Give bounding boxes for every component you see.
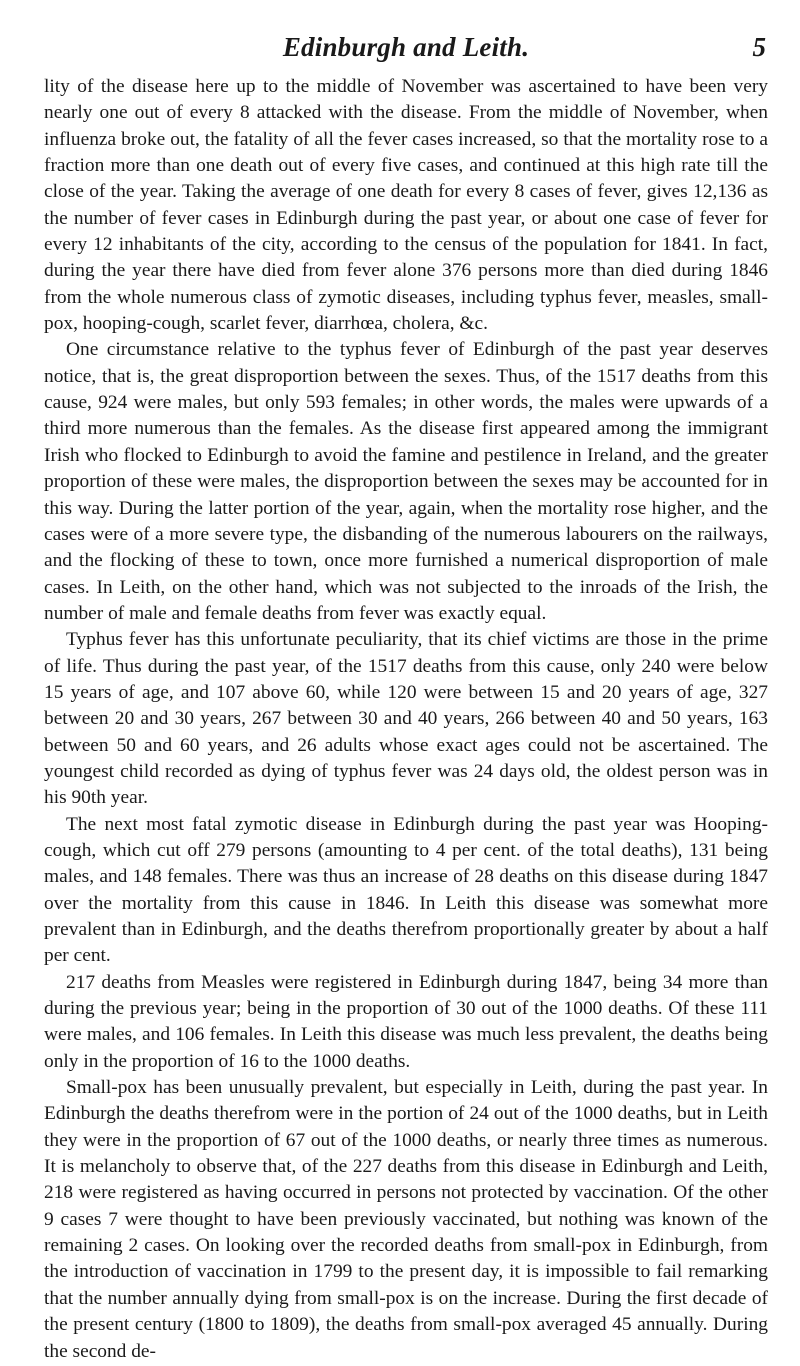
body-text [44, 74, 768, 1365]
running-title: Edinburgh and Leith. [282, 32, 530, 62]
paragraph-sex-disproportion: One circumstance relative to the typhus fever of Edinburgh of the past year deserves notice, that is, the great disproportion between the sexes. Thus, of the 1517 deaths from this cause, 924 were males, but only 593 females; in other words, the males were upwards of a third more numerous than the females. As the disease first appeared among the immigrant Irish who flocked to Edinburgh to avoid the famine and pestilence in Ireland, and the greater proportion of these were males, the disproportion between the sexes may be accounted for in this way. During the latter portion of the year, again, when the mortality rose higher, and the cases were of a more severe type, the disbanding of the numerous labourers on the railways, and the flocking of these to town, once more furnished a numerical disproportion of male cases. In Leith, on the other hand, which was not subjected to the inroads of the Irish, the number of male and female deaths from fever was exactly equal. [44, 339, 768, 624]
paragraph-continued: lity of the disease here up to the middle of November was ascertained to have been very nearly one out of every 8 attacked with the disease. From the middle of November, when influenza broke out, the fatality of all the fever cases increased, so that the mortality rose to a fraction more than one death out of every five cases, and continued at this high rate till the close of the year. Taking the average of one death for every 8 cases of fever, gives 12,136 as the number of fever cases in Edinburgh during the past year, or about one case of fever for every 12 inhabitants of the city, according to the census of the population for 1841. In fact, during the year there have died from fever alone 376 persons more than died during 1846 from the whole numerous class of zymotic diseases, including typhus fever, measles, small-pox, hooping-cough, scarlet fever, diarrhœa, cholera, &c. [44, 76, 768, 335]
paragraph-measles: 217 deaths from Measles were registered in Edinburgh during 1847, being 34 more than during the previous year; being in the proportion of 30 out of the 1000 deaths. Of these 111 were males, and 106 females. In Leith this disease was much less prevalent, the deaths being only in the proportion of 16 to the 1000 deaths. [44, 971, 768, 1072]
paragraph-small-pox: Small-pox has been unusually prevalent, but especially in Leith, during the past year. In Edinburgh the deaths therefrom were in the portion of 24 out of the 1000 deaths, but in Leith they were in the proportion of 67 out of the 1000 deaths, or nearly three times as numerous. It is melancholy to observe that, of the 227 deaths from this disease in Edinburgh and Leith, 218 were registered as having occurred in persons not protected by vaccination. Of the other 9 cases 7 were thought to have been previously vaccinated, but nothing was known of the remaining 2 cases. On looking over the recorded deaths from small-pox in Edinburgh, from the introduction of vaccination in 1799 to the present day, it is impossible to fail remarking that the number annually dying from small-pox is on the increase. During the first decade of the present century (1800 to 1809), the deaths from small-pox averaged 45 annually. During the second de- [44, 1077, 768, 1362]
paragraph-typhus-ages: Typhus fever has this unfortunate peculiarity, that its chief victims are those in the prime of life. Thus during the past year, of the 1517 deaths from this cause, only 240 were below 15 years of age, and 107 above 60, while 120 were between 15 and 20 years of age, 327 between 20 and 30 years, 267 between 30 and 40 years, 266 between 40 and 50 years, 163 between 50 and 60 years, and 26 adults whose exact ages could not be ascertained. The youngest child recorded as dying of typhus fever was 24 days old, the oldest person was in his 90th year. [44, 629, 768, 809]
page-number: 5 [752, 32, 766, 62]
running-head [44, 30, 768, 70]
paragraph-hooping-cough: The next most fatal zymotic disease in Edinburgh during the past year was Hooping-cough, which cut off 279 persons (amounting to 4 per cent. of the total deaths), 131 being males, and 148 females. There was thus an increase of 28 deaths on this disease during 1847 over the mortality from this cause in 1846. In Leith this disease was somewhat more prevalent than in Edinburgh, and the deaths therefrom proportionally greater by about a half per cent. [44, 813, 768, 967]
book-page [44, 30, 768, 1362]
